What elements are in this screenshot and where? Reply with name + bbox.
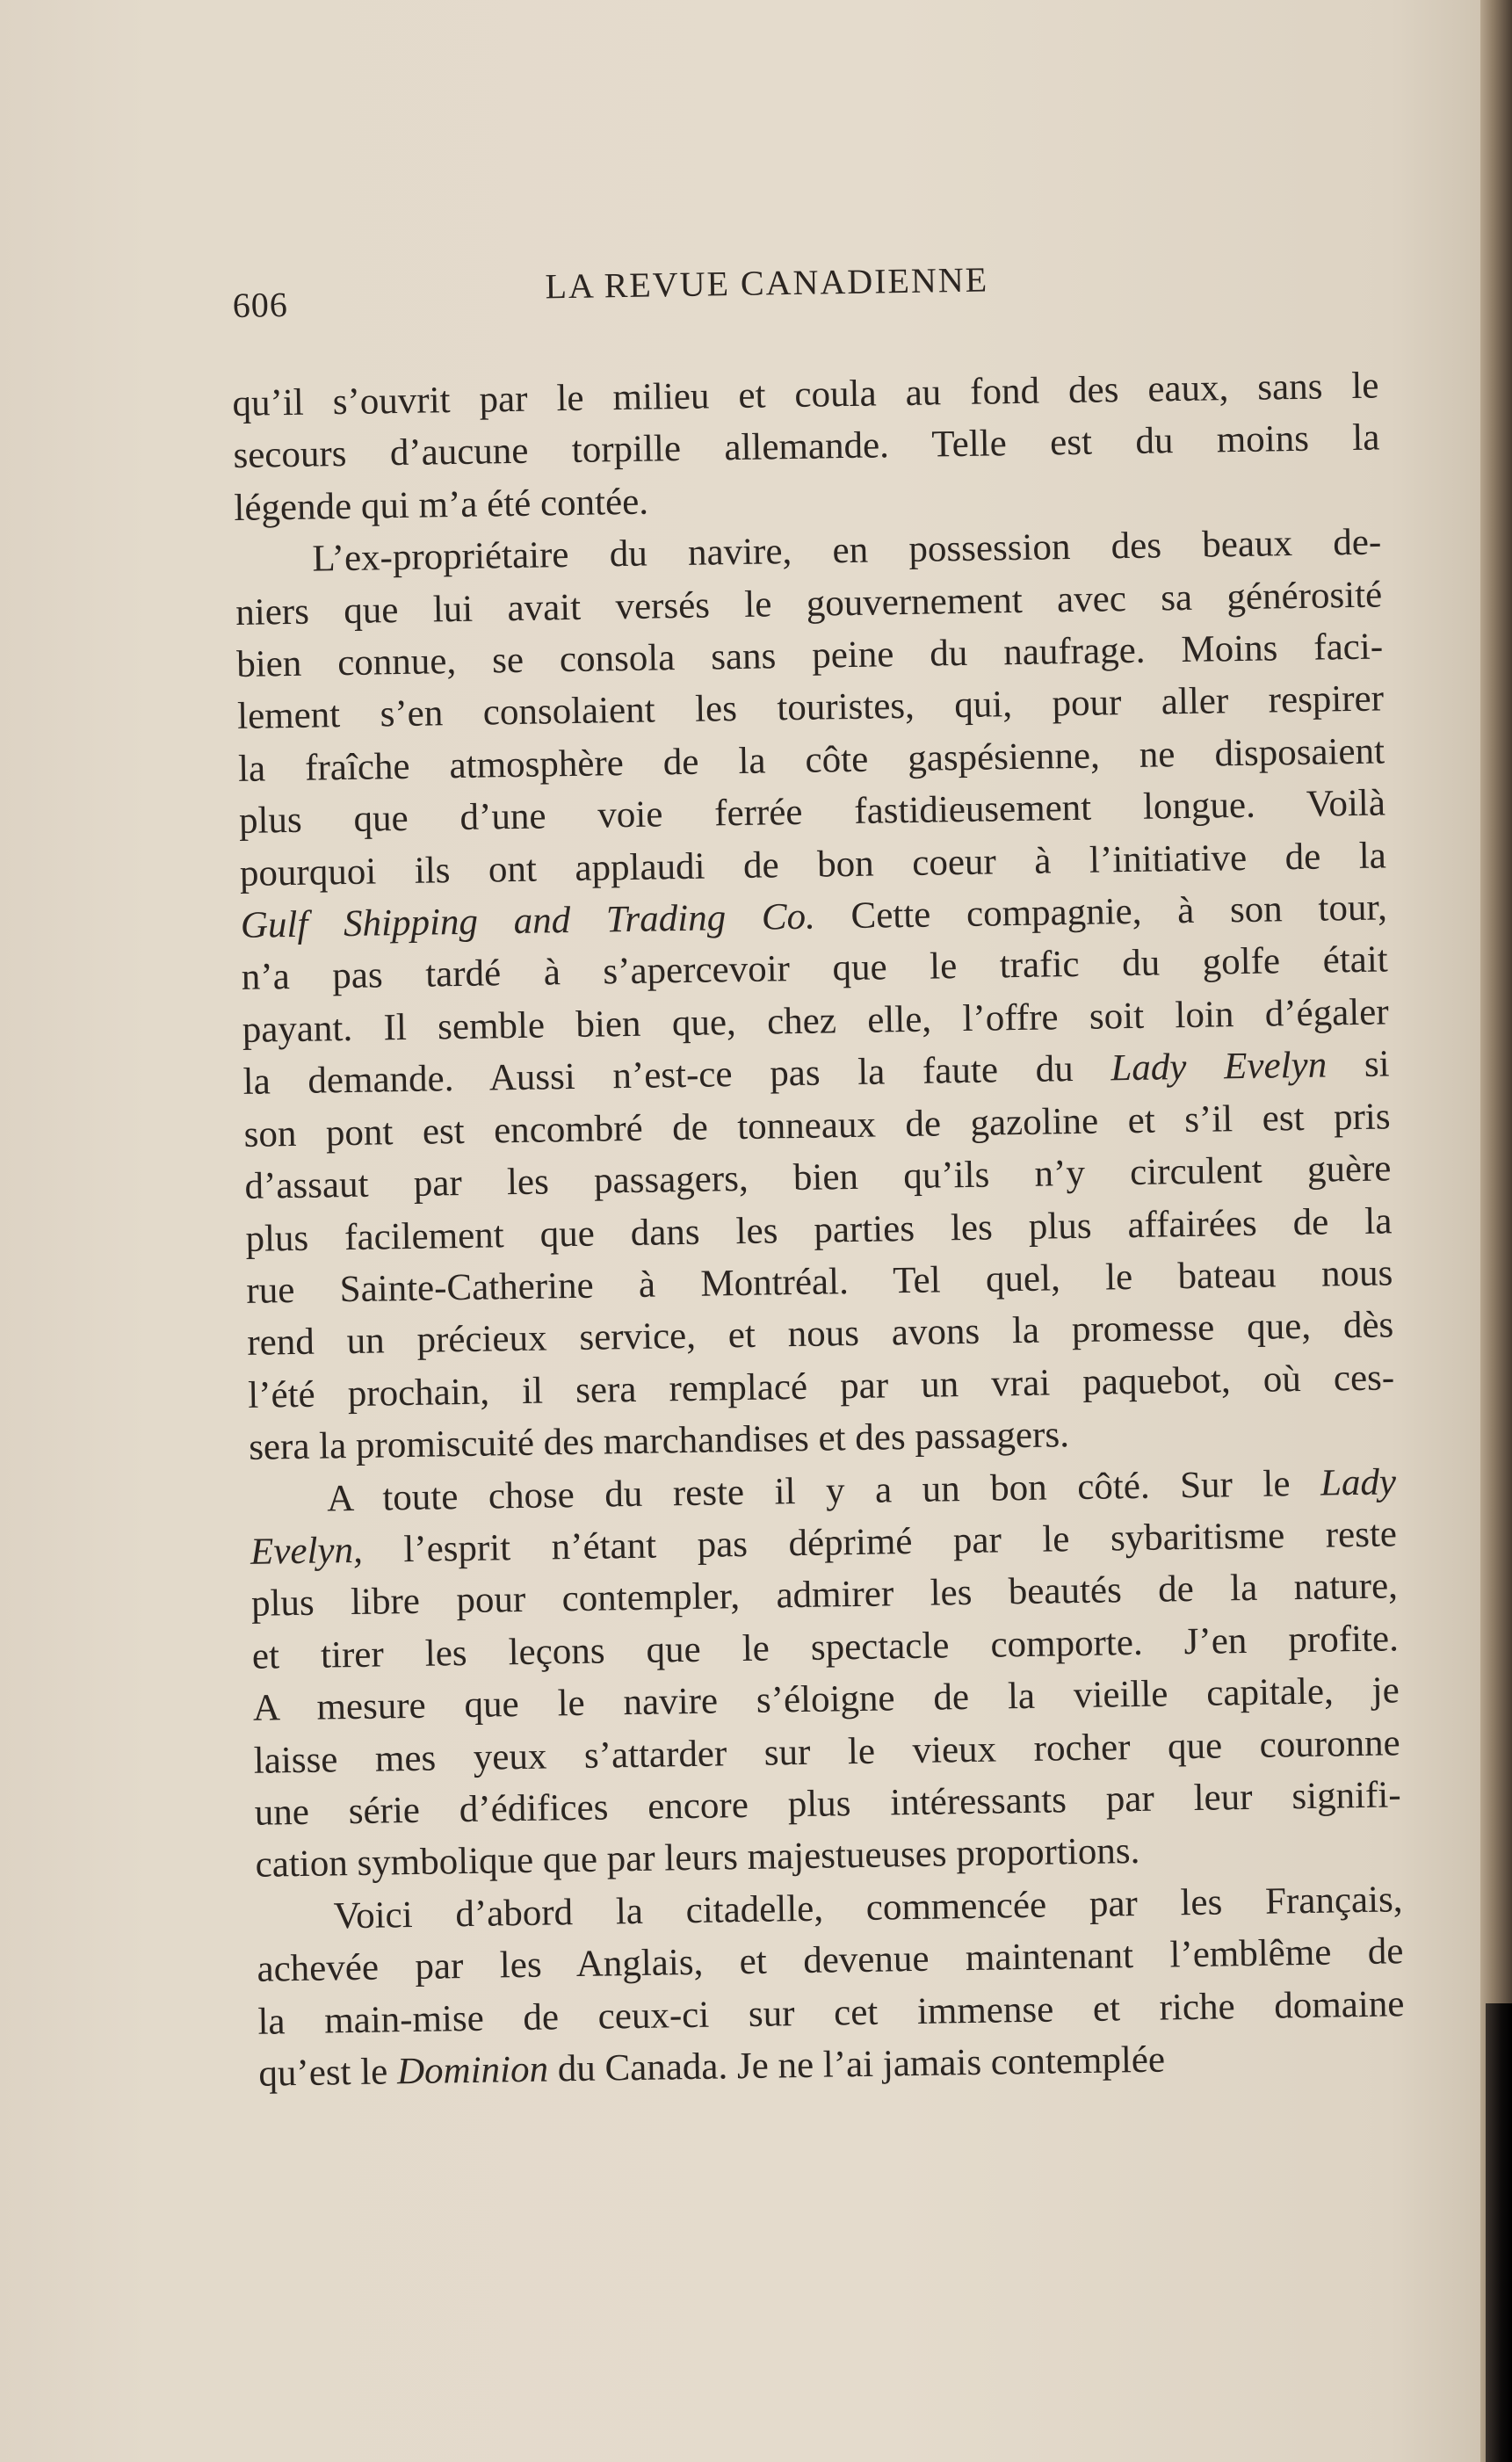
text-run: n’a pas tardé à s’apercevoir que le trafic du golfe était — [241, 938, 1389, 999]
binding-edge — [1486, 2003, 1512, 2462]
text-run: plus libre pour contempler, admirer les beautés de la nature, — [250, 1565, 1399, 1626]
italic-text: Gulf Shipping and Trading Co. — [240, 895, 816, 946]
text-run: plus que d’une voie ferrée fastidieusement longue. Voilà — [238, 782, 1386, 843]
paragraph — [256, 1873, 1406, 2100]
text-run: l’esprit n’étant pas déprimé par le sybaritisme reste — [362, 1513, 1398, 1571]
text-run: cation symbolique que par leurs majestueuses proportions. — [255, 1830, 1140, 1886]
text-run: payant. Il semble bien que, chez elle, l’offre soit loin d’égaler — [242, 991, 1389, 1051]
paragraph — [232, 359, 1381, 534]
text-run: Voici d’abord la citadelle, commencée par les Français, — [333, 1879, 1403, 1937]
text-run: d’assaut par les passagers, bien qu’ils n’y circulent guère — [244, 1148, 1392, 1207]
italic-text: Evelyn, — [250, 1529, 364, 1573]
italic-text: Lady Evelyn — [1110, 1044, 1328, 1090]
text-run: son pont est encombré de tonneaux de gazoline et s’il est pris — [243, 1096, 1391, 1155]
text-run: lement s’en consolaient les touristes, qui, pour aller respirer — [236, 677, 1385, 738]
text-run: du Canada. Je ne l’ai jamais contemplée — [547, 2038, 1166, 2090]
text-run: légende qui m’a été contée. — [234, 481, 649, 529]
text-run: secours d’aucune torpille allemande. Telle est du moins la — [233, 416, 1380, 477]
text-run: rue Sainte-Catherine à Montréal. Tel quel, le bateau nous — [246, 1252, 1393, 1312]
text-run: qu’est le — [258, 2051, 398, 2095]
text-run: achevée par les Anglais, et devenue maintenant l’emblême de — [257, 1930, 1404, 1990]
text-run: Cette compagnie, à son tour, — [814, 887, 1388, 938]
text-run: plus facilement que dans les parties les plus affairées de la — [245, 1199, 1393, 1260]
text-run: une série d’édifices encore plus intéressants par leur signifi- — [254, 1774, 1401, 1834]
italic-text: Lady — [1320, 1460, 1397, 1504]
text-run: A toute chose du reste il y a un bon côté. Sur le — [326, 1462, 1321, 1519]
text-run: A mesure que le navire s’éloigne de la vieille capitale, je — [252, 1669, 1400, 1729]
text-run: la main-mise de ceux-ci sur cet immense et riche domaine — [257, 1982, 1405, 2043]
body-text — [232, 359, 1406, 2100]
text-run: L’ex-propriétaire du navire, en possession des beaux de- — [311, 521, 1382, 580]
text-run: rend un précieux service, et nous avons la promesse que, dès — [246, 1304, 1394, 1365]
text-run: la fraîche atmosphère de la côte gaspésienne, ne disposaient — [237, 730, 1385, 790]
italic-text: Dominion — [396, 2048, 549, 2093]
paragraph — [235, 517, 1396, 1474]
text-run: et tirer les leçons que le spectacle comporte. J’en profite. — [251, 1618, 1400, 1677]
text-run: bien connue, se consola sans peine du naufrage. Moins faci- — [235, 626, 1384, 685]
text-run: laisse mes yeux s’attarder sur le vieux rocher que couronne — [253, 1721, 1401, 1782]
text-run: l’été prochain, il sera remplacé par un vrai paquebot, où ces- — [247, 1357, 1395, 1416]
text-run: la demande. Aussi n’est-ce pas la faute du — [242, 1047, 1111, 1104]
paragraph — [250, 1456, 1402, 1892]
text-run: pourquoi ils ont applaudi de bon coeur à l’initiative de la — [239, 835, 1387, 894]
text-run: qu’il s’ouvrit par le milieu et coula au fond des eaux, sans le — [232, 365, 1379, 424]
page-content — [230, 243, 1406, 2101]
text-run: si — [1326, 1043, 1390, 1086]
text-run: sera la promiscuité des marchandises et des passagers. — [248, 1414, 1070, 1468]
page-number: 606 — [232, 284, 289, 325]
text-run: niers que lui avait versés le gouvernement avec sa générosité — [235, 574, 1383, 634]
running-title: LA REVUE CANADIENNE — [545, 259, 989, 307]
